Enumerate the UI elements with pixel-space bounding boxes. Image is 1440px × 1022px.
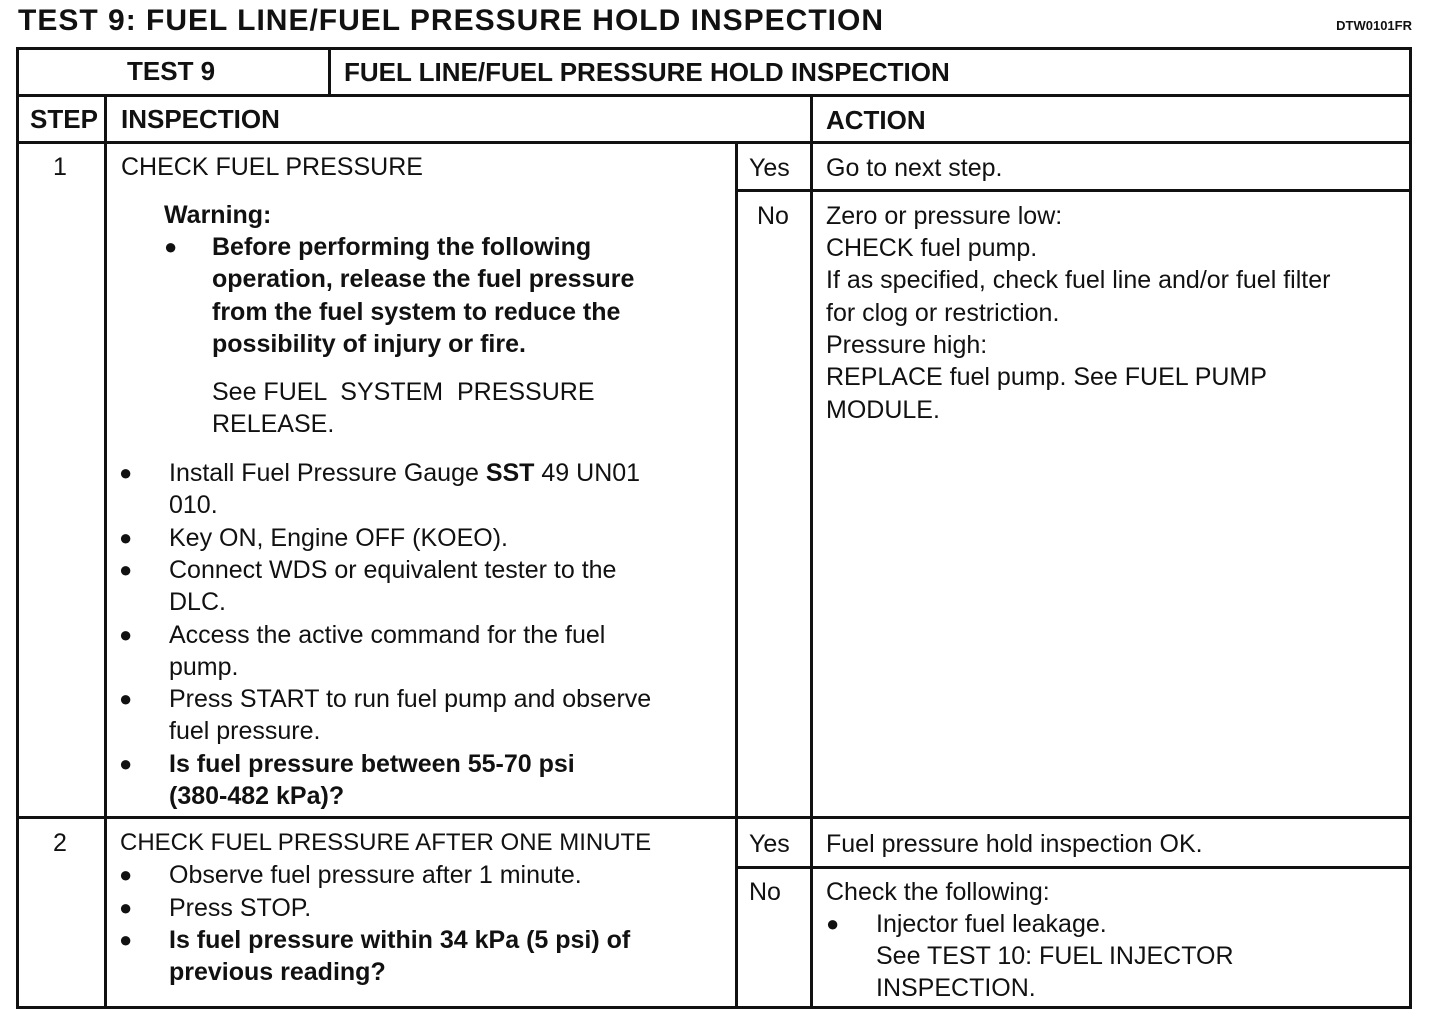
step-1-no-action-line: for clog or restriction. [826, 299, 1060, 327]
step-1-no-action-line: REPLACE fuel pump. See FUEL PUMP [826, 363, 1267, 391]
step-2-yes-action: Fuel pressure hold inspection OK. [826, 830, 1203, 858]
warning-line: possibility of injury or fire. [212, 330, 526, 358]
step-1-yes-label: Yes [749, 154, 790, 182]
rule-action-column [810, 94, 813, 1009]
step-2-question: Is fuel pressure within 34 kPa (5 psi) of [169, 926, 631, 954]
step-1-item-koeo: Key ON, Engine OFF (KOEO). [169, 524, 508, 552]
step-1-item-install-gauge-cont: 010. [169, 491, 218, 519]
list-bullet: ● [119, 525, 133, 550]
step-2-question-cont: previous reading? [169, 958, 386, 986]
list-bullet: ● [119, 927, 133, 952]
step-1-item-install-gauge [169, 457, 640, 489]
column-header-action: ACTION [826, 105, 926, 135]
list-bullet: ● [119, 460, 133, 485]
item-text: Install Fuel Pressure Gauge [169, 459, 486, 487]
step-1-item-connect-cont: DLC. [169, 588, 226, 616]
list-bullet: ● [119, 895, 133, 920]
step-1-item-press-start-cont: fuel pressure. [169, 717, 321, 745]
list-bullet: ● [826, 911, 840, 936]
rule-test-header-divider [328, 47, 331, 95]
step-1-no-action-line: If as specified, check fuel line and/or fuel filter [826, 266, 1331, 294]
warning-bullet: ● [164, 234, 178, 259]
step-1-heading: CHECK FUEL PRESSURE [121, 153, 423, 181]
step-1-number: 1 [53, 153, 67, 181]
rule-step-column [104, 94, 107, 1009]
step-2-no-action-item-cont: INSPECTION. [876, 974, 1036, 1002]
see-reference-line: See FUEL SYSTEM PRESSURE [212, 378, 595, 406]
page-title: TEST 9: FUEL LINE/FUEL PRESSURE HOLD INSPECTION [18, 4, 884, 37]
rule-between-steps [16, 816, 1412, 819]
item-text: 49 UN01 [534, 459, 641, 487]
list-bullet: ● [119, 862, 133, 887]
warning-line: operation, release the fuel pressure [212, 265, 635, 293]
document-code: DTW0101FR [1336, 18, 1412, 33]
test-name: FUEL LINE/FUEL PRESSURE HOLD INSPECTION [344, 57, 950, 87]
list-bullet: ● [119, 622, 133, 647]
step-2-item-observe: Observe fuel pressure after 1 minute. [169, 861, 582, 889]
step-2-number: 2 [53, 829, 67, 857]
rule-yes-no-column [735, 141, 738, 1009]
step-1-no-action-line: CHECK fuel pump. [826, 234, 1038, 262]
step-2-item-press-stop: Press STOP. [169, 894, 312, 922]
step-1-item-access: Access the active command for the fuel [169, 621, 606, 649]
rule-step2-yes-no [735, 866, 1412, 869]
warning-line: Before performing the following [212, 233, 592, 261]
column-header-step: STEP [30, 104, 98, 134]
step-1-no-label: No [757, 202, 789, 230]
step-1-yes-action: Go to next step. [826, 154, 1003, 182]
step-1-item-access-cont: pump. [169, 653, 239, 681]
list-bullet: ● [119, 557, 133, 582]
sst-label: SST [485, 459, 535, 487]
step-1-no-action-line: MODULE. [826, 396, 940, 424]
step-2-no-action-intro: Check the following: [826, 878, 1050, 906]
rule-below-column-header [16, 141, 1412, 144]
step-1-question-cont: (380-482 kPa)? [169, 782, 345, 810]
step-2-heading: CHECK FUEL PRESSURE AFTER ONE MINUTE [120, 829, 652, 856]
step-1-item-connect: Connect WDS or equivalent tester to the [169, 556, 617, 584]
test-label: TEST 9 [127, 56, 216, 86]
step-1-item-press-start: Press START to run fuel pump and observe [169, 685, 652, 713]
warning-label: Warning: [164, 201, 272, 229]
list-bullet: ● [119, 751, 133, 776]
warning-line: from the fuel system to reduce the [212, 298, 621, 326]
step-2-no-action-item-cont: See TEST 10: FUEL INJECTOR [876, 942, 1234, 970]
list-bullet: ● [119, 686, 133, 711]
step-1-question: Is fuel pressure between 55-70 psi [169, 750, 575, 778]
step-2-no-action-item: Injector fuel leakage. [876, 910, 1107, 938]
step-1-no-action-line: Pressure high: [826, 331, 988, 359]
step-1-no-action-line: Zero or pressure low: [826, 202, 1063, 230]
see-reference-line: RELEASE. [212, 410, 335, 438]
column-header-inspection: INSPECTION [121, 104, 280, 134]
rule-below-test-header [16, 94, 1412, 97]
rule-step1-yes-no [735, 189, 1412, 192]
step-2-no-label: No [749, 878, 781, 906]
step-2-yes-label: Yes [749, 830, 790, 858]
